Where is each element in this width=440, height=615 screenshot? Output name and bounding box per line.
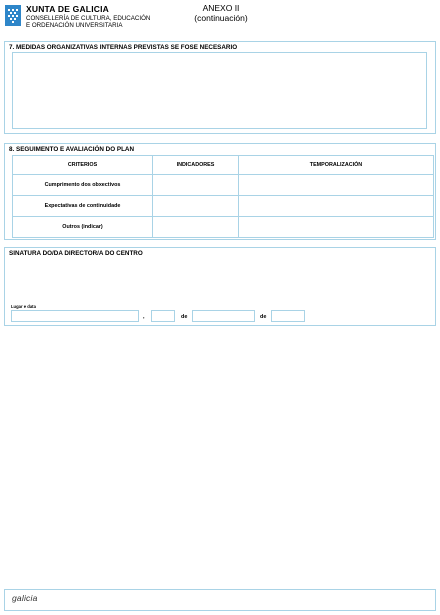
annex-heading (180, 3, 262, 23)
place-input[interactable] (11, 310, 139, 322)
footer (4, 589, 436, 611)
signature-title: SINATURA DO/DA DIRECTOR/A DO CENTRO (9, 250, 143, 257)
table-header-row (13, 156, 434, 175)
place-date-label: Lugar e data (11, 304, 36, 309)
column-header-timing: TEMPORALIZACIÓN (239, 156, 434, 175)
timing-cell[interactable] (239, 217, 434, 238)
galicia-logo: galicia (12, 593, 38, 603)
indicators-cell[interactable] (153, 217, 239, 238)
de-label-2: de (260, 314, 267, 320)
department-line-1: CONSELLERÍA DE CULTURA, EDUCACIÓN (26, 15, 151, 22)
table-row (13, 196, 434, 217)
criterion-label: Cumprimento dos obxectivos (13, 175, 153, 196)
organizational-measures-field[interactable] (12, 52, 427, 129)
department-line-2: E ORDENACIÓN UNIVERSITARIA (26, 22, 123, 29)
table-row (13, 217, 434, 238)
section-7-title: 7. MEDIDAS ORGANIZATIVAS INTERNAS PREVISTAS SE FOSE NECESARIO (9, 44, 238, 51)
section-8-title: 8. SEGUIMENTO E AVALIACIÓN DO PLAN (9, 146, 135, 153)
table-row (13, 175, 434, 196)
section-organizational-measures (4, 41, 436, 134)
indicators-cell[interactable] (153, 175, 239, 196)
de-label-1: de (181, 314, 188, 320)
criterion-label: Outros (indicar) (13, 217, 153, 238)
year-input[interactable] (271, 310, 305, 322)
galicia-flag-icon (5, 5, 21, 26)
column-header-criteria: CRITERIOS (13, 156, 153, 175)
indicators-cell[interactable] (153, 196, 239, 217)
section-plan-evaluation (4, 143, 436, 240)
comma-separator: , (143, 314, 145, 320)
evaluation-table (12, 155, 434, 238)
annex-subtitle: (continuación) (194, 13, 248, 23)
day-input[interactable] (151, 310, 175, 322)
column-header-indicators: INDICADORES (153, 156, 239, 175)
timing-cell[interactable] (239, 175, 434, 196)
month-input[interactable] (192, 310, 255, 322)
timing-cell[interactable] (239, 196, 434, 217)
criterion-label: Expectativas de continuidade (13, 196, 153, 217)
section-signature (4, 247, 436, 326)
annex-title: ANEXO II (202, 3, 240, 13)
org-name: XUNTA DE GALICIA (26, 4, 110, 14)
